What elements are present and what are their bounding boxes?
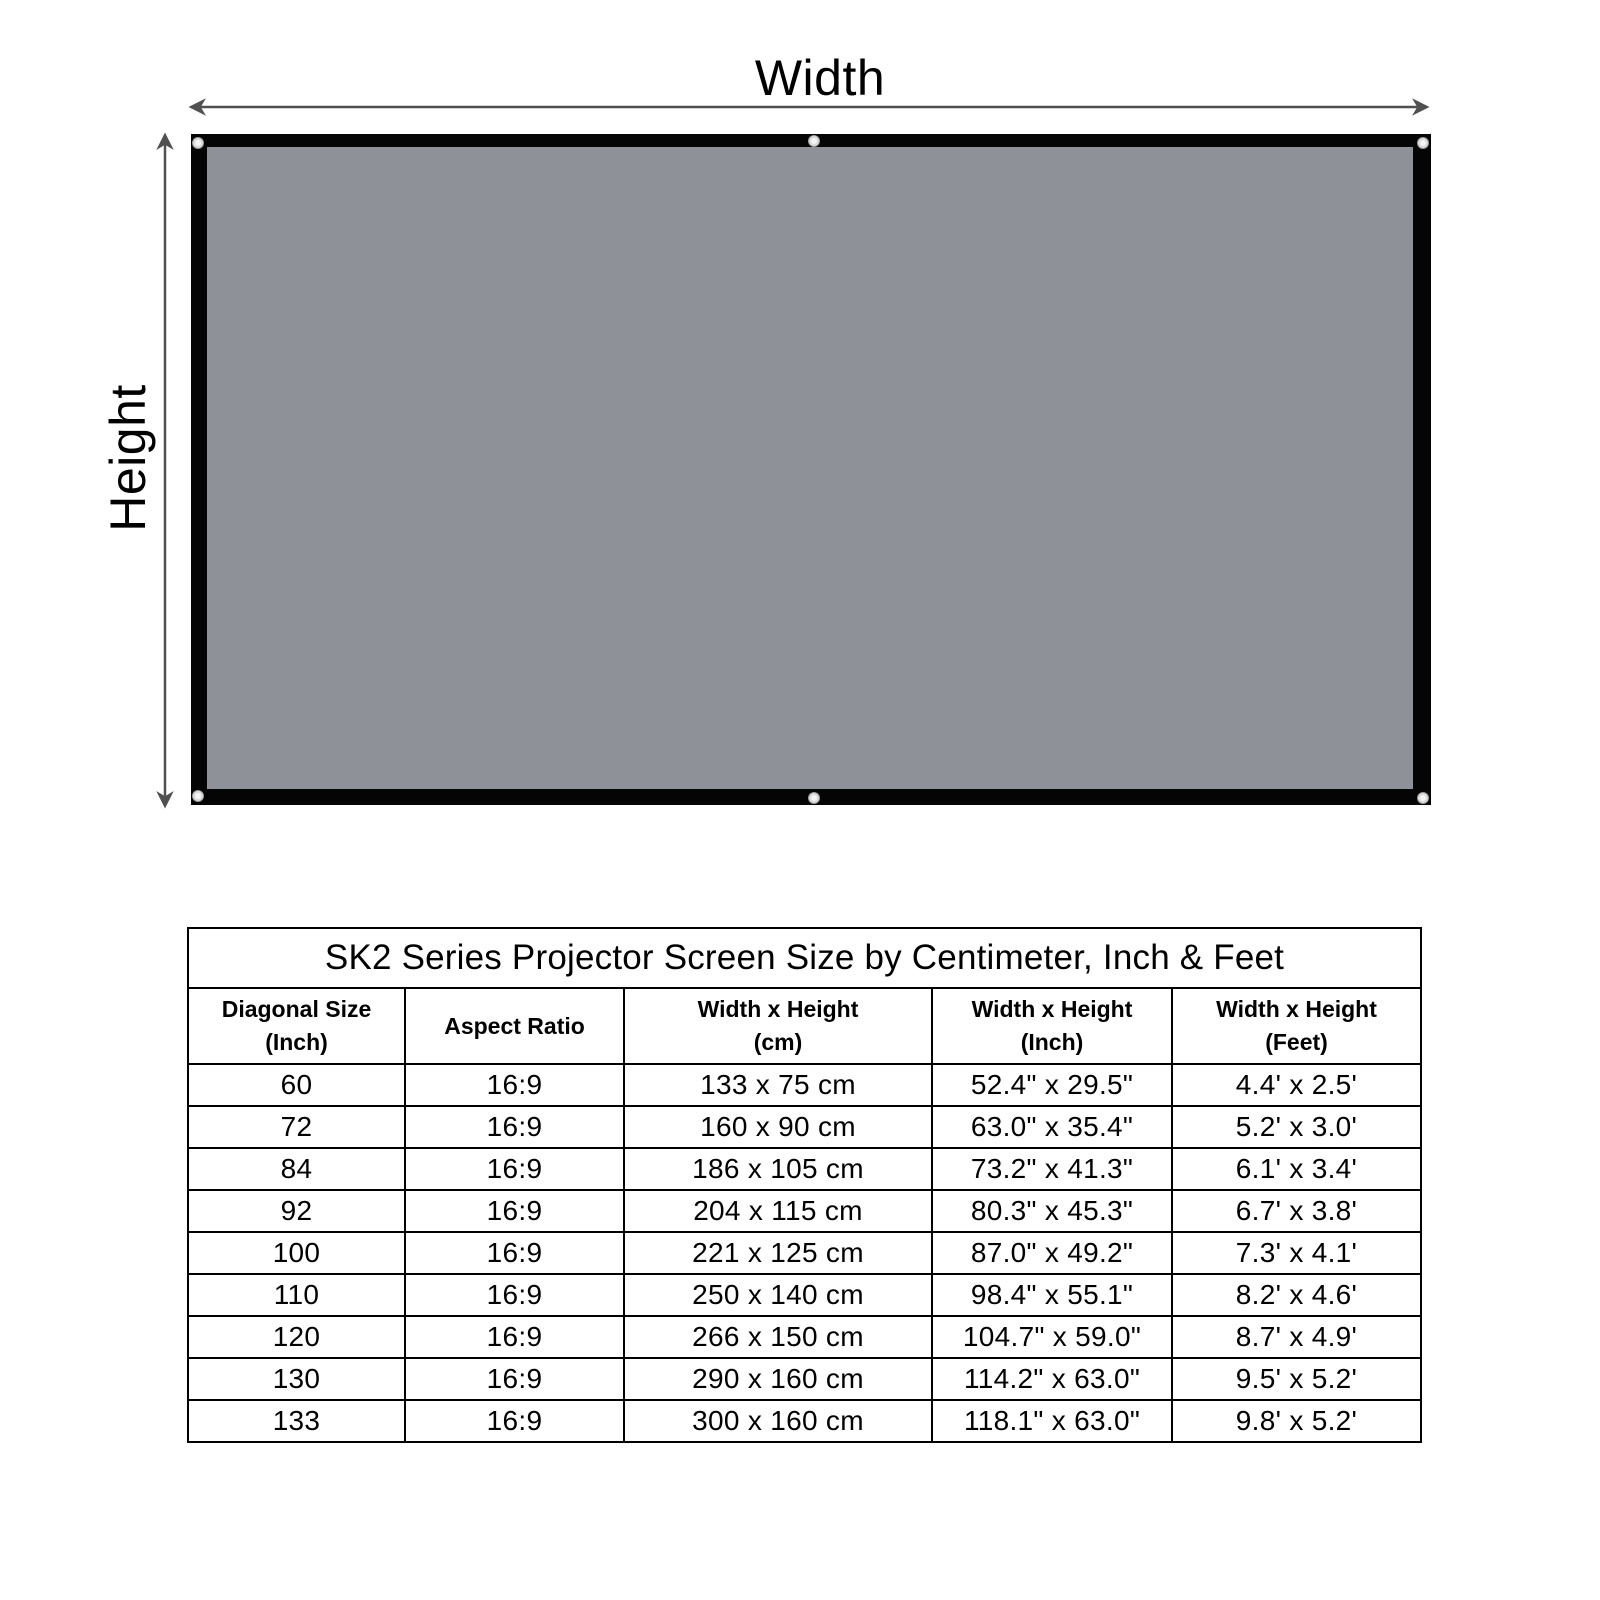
diagonal-size-cell: 120 [188, 1316, 405, 1358]
width-label: Width [754, 50, 886, 106]
diagonal-size-cell: 133 [188, 1400, 405, 1442]
screen-size-table [187, 927, 1422, 1443]
table-title-row [188, 928, 1421, 988]
size-inch-cell: 63.0" x 35.4" [932, 1106, 1172, 1148]
table-title: SK2 Series Projector Screen Size by Centimeter, Inch & Feet [188, 928, 1421, 988]
size-inch-cell: 118.1" x 63.0" [932, 1400, 1172, 1442]
size-feet-cell: 6.7' x 3.8' [1172, 1190, 1421, 1232]
grommet-top-right [1417, 137, 1429, 149]
size-feet-cell: 9.8' x 5.2' [1172, 1400, 1421, 1442]
diagonal-size-cell: 60 [188, 1064, 405, 1106]
size-feet-cell: 8.2' x 4.6' [1172, 1274, 1421, 1316]
aspect-ratio-cell: 16:9 [405, 1148, 624, 1190]
table-header-row [188, 988, 1421, 1064]
size-cm-cell: 160 x 90 cm [624, 1106, 932, 1148]
table-row [188, 1316, 1421, 1358]
diagonal-size-cell: 100 [188, 1232, 405, 1274]
table-row [188, 1358, 1421, 1400]
projector-screen-frame [191, 134, 1431, 805]
size-cm-cell: 204 x 115 cm [624, 1190, 932, 1232]
grommet-bottom-center [808, 792, 820, 804]
size-feet-cell: 4.4' x 2.5' [1172, 1064, 1421, 1106]
size-cm-cell: 133 x 75 cm [624, 1064, 932, 1106]
grommet-top-center [808, 135, 820, 147]
aspect-ratio-cell: 16:9 [405, 1274, 624, 1316]
table-row [188, 1148, 1421, 1190]
table-body [188, 1064, 1421, 1442]
size-inch-cell: 80.3" x 45.3" [932, 1190, 1172, 1232]
size-feet-cell: 8.7' x 4.9' [1172, 1316, 1421, 1358]
table-row [188, 1400, 1421, 1442]
size-cm-cell: 290 x 160 cm [624, 1358, 932, 1400]
table-row [188, 1190, 1421, 1232]
size-feet-cell: 6.1' x 3.4' [1172, 1148, 1421, 1190]
grommet-bottom-left [192, 790, 204, 802]
projector-screen-surface [207, 147, 1413, 789]
table-row [188, 1274, 1421, 1316]
size-inch-cell: 73.2" x 41.3" [932, 1148, 1172, 1190]
size-cm-cell: 266 x 150 cm [624, 1316, 932, 1358]
size-inch-cell: 114.2" x 63.0" [932, 1358, 1172, 1400]
aspect-ratio-cell: 16:9 [405, 1190, 624, 1232]
size-feet-cell: 9.5' x 5.2' [1172, 1358, 1421, 1400]
aspect-ratio-cell: 16:9 [405, 1358, 624, 1400]
table-row [188, 1064, 1421, 1106]
height-label: Height [100, 384, 156, 532]
size-inch-cell: 87.0" x 49.2" [932, 1232, 1172, 1274]
diagonal-size-cell: 84 [188, 1148, 405, 1190]
size-feet-cell: 7.3' x 4.1' [1172, 1232, 1421, 1274]
grommet-bottom-right [1417, 792, 1429, 804]
size-inch-cell: 52.4" x 29.5" [932, 1064, 1172, 1106]
size-feet-cell: 5.2' x 3.0' [1172, 1106, 1421, 1148]
diagonal-size-cell: 72 [188, 1106, 405, 1148]
aspect-ratio-cell: 16:9 [405, 1106, 624, 1148]
size-cm-cell: 186 x 105 cm [624, 1148, 932, 1190]
aspect-ratio-cell: 16:9 [405, 1400, 624, 1442]
header-diagonal-size: Diagonal Size (Inch) [188, 988, 405, 1064]
diagonal-size-cell: 130 [188, 1358, 405, 1400]
table-row [188, 1232, 1421, 1274]
header-size-cm: Width x Height (cm) [624, 988, 932, 1064]
grommet-top-left [192, 137, 204, 149]
size-cm-cell: 250 x 140 cm [624, 1274, 932, 1316]
aspect-ratio-cell: 16:9 [405, 1316, 624, 1358]
size-inch-cell: 104.7" x 59.0" [932, 1316, 1172, 1358]
aspect-ratio-cell: 16:9 [405, 1232, 624, 1274]
aspect-ratio-cell: 16:9 [405, 1064, 624, 1106]
diagonal-size-cell: 110 [188, 1274, 405, 1316]
header-size-feet: Width x Height (Feet) [1172, 988, 1421, 1064]
size-inch-cell: 98.4" x 55.1" [932, 1274, 1172, 1316]
header-size-inch: Width x Height (Inch) [932, 988, 1172, 1064]
header-aspect-ratio: Aspect Ratio [405, 988, 624, 1064]
diagonal-size-cell: 92 [188, 1190, 405, 1232]
size-cm-cell: 221 x 125 cm [624, 1232, 932, 1274]
table-row [188, 1106, 1421, 1148]
size-cm-cell: 300 x 160 cm [624, 1400, 932, 1442]
